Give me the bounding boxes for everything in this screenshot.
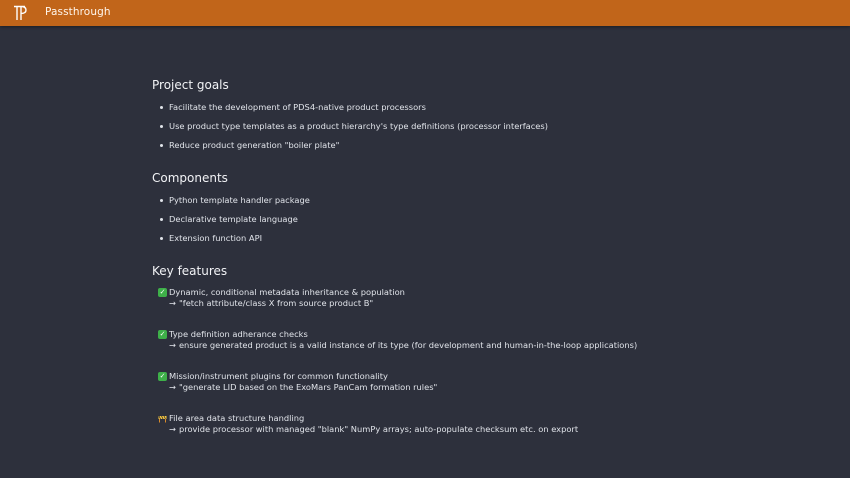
check-mark-icon: ✓ (159, 288, 166, 296)
main-content (152, 77, 772, 435)
feature-detail: provide processor with managed "blank" NumPy arrays; auto-populate checksum etc. on export (178, 424, 579, 434)
arrow-icon: → (169, 298, 176, 308)
check-mark-icon: ✓ (159, 372, 166, 380)
list-item: Reduce product generation "boiler plate" (158, 140, 772, 150)
feature-text: Type definition adherance checks (169, 329, 308, 339)
feature-detail: "fetch attribute/class X from source product B" (178, 298, 374, 308)
feature-detail: "generate LID based on the ExoMars PanCam formation rules" (178, 382, 438, 392)
list-item: Declarative template language (158, 214, 772, 224)
construction-icon (158, 414, 167, 423)
feature-text: File area data structure handling (169, 413, 305, 423)
feature-item (158, 329, 772, 351)
passthrough-logo-icon[interactable] (13, 5, 27, 21)
section-title-goals: Project goals (152, 78, 229, 92)
feature-text: Mission/instrument plugins for common functionality (169, 371, 388, 381)
section-title-components: Components (152, 171, 228, 185)
arrow-icon: → (169, 340, 176, 350)
check-mark-icon: ✓ (159, 330, 166, 338)
list-item: Python template handler package (158, 195, 772, 205)
goals-list (158, 102, 772, 150)
list-item: Extension function API (158, 233, 772, 243)
feature-item (158, 413, 772, 435)
feature-detail: ensure generated product is a valid instance of its type (for development and human-in-the-loop applications) (178, 340, 638, 350)
list-item: Facilitate the development of PDS4-native product processors (158, 102, 772, 112)
arrow-icon: → (169, 424, 176, 434)
top-bar (0, 0, 850, 26)
feature-item (158, 287, 772, 309)
feature-item (158, 371, 772, 393)
arrow-icon: → (169, 382, 176, 392)
feature-text: Dynamic, conditional metadata inheritance & population (169, 287, 405, 297)
section-title-features: Key features (152, 264, 228, 278)
components-list (158, 195, 772, 243)
list-item: Use product type templates as a product hierarchy's type definitions (processor interfaces) (158, 121, 772, 131)
brand-title[interactable]: Passthrough (45, 6, 111, 18)
